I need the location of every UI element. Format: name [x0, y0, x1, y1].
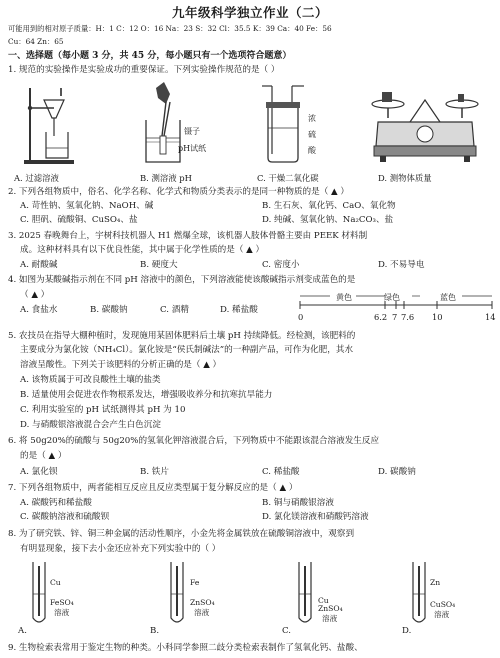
q5-option-a: A. 该物质属于可改良酸性土壤的盐类	[20, 375, 161, 385]
ph-paper-label: pH试纸	[178, 144, 207, 153]
q4-option-b: B. 碳酸钠	[90, 305, 128, 315]
q8-option-b: B.	[150, 626, 160, 636]
page-title: 九年级科学独立作业（二）	[171, 5, 328, 20]
q8-option-a: A.	[18, 626, 27, 636]
tube-d-solution: CuSO₄	[430, 600, 456, 609]
q2-option-d: D. 纯碱、氢氧化钠、Na₂CO₃、盐	[262, 215, 394, 225]
ph-tick-7-6: 7.6	[401, 312, 415, 322]
q9-stem: 9. 生物检索表常用于鉴定生物的种类。小科同学参照二歧分类检索表制作了氢氧化钙、盐酸、	[8, 643, 363, 653]
q7-option-c: C. 碳酸钠溶液和硫酸钡	[20, 512, 110, 522]
q7-option-b: B. 铜与硝酸银溶液	[262, 498, 334, 508]
q4-blank: （ ▲ ）	[20, 290, 50, 300]
q5-stem-line-2: 主要成分为氯化铵（NH₄Cl）。氯化铵是“侯氏制碱法”的一种副产品，可作为化肥，其水	[20, 345, 354, 355]
q5-stem-line-3: 溶液呈酸性。下列关于该肥料的分析正确的是（ ▲ ）	[20, 360, 222, 370]
q4-stem: 4. 如图为某酸碱指示剂在不同 pH 溶液中的颜色，下列溶液能使该酸碱指示剂变成蓝色的是	[8, 275, 356, 285]
tube-b-solution-word: 溶液	[194, 608, 210, 617]
q7-option-d: D. 氯化镁溶液和硝酸钙溶液	[262, 512, 369, 522]
q6-option-a: A. 氯化钡	[20, 467, 58, 477]
tube-c-metal: Cu	[318, 596, 329, 605]
scale-label-blue: 蓝色	[440, 293, 456, 302]
acid-label-3: 酸	[308, 146, 316, 155]
q6-option-b: B. 铁片	[140, 467, 169, 477]
tube-a-metal: Cu	[50, 578, 61, 587]
tube-a-solution-word: 溶液	[54, 608, 70, 617]
q4-option-c: C. 酒精	[160, 305, 189, 315]
q8-option-c: C.	[282, 626, 292, 636]
q1-option-b: B. 测溶液 pH	[140, 173, 192, 183]
q1-option-a: A. 过滤溶液	[14, 173, 59, 183]
ph-tick-6-2: 6.2	[374, 312, 388, 322]
q5-stem-line-1: 5. 农技员在指导大棚种植时，发现施用某固体肥料后土壤 pH 持续降低。经检测，该肥料的	[8, 331, 356, 341]
q8-stem-line-2: 有明显现象，接下去小金还应补充下列实验中的（ ）	[20, 544, 221, 554]
q5-option-c: C. 利用实验室的 pH 试纸测得其 pH 为 10	[20, 405, 186, 415]
q7-option-a: A. 碳酸钙和稀盐酸	[20, 498, 92, 508]
q3-option-a: A. 耐酸碱	[20, 260, 58, 270]
q1-stem: 1. 规范的实验操作是实验成功的重要保证。下列实验操作规范的是（ ）	[8, 65, 280, 75]
balance-scale-icon	[370, 86, 480, 168]
test-tube-b-icon	[168, 560, 186, 628]
q2-option-c: C. 胆矾、硫酸铜、CuSO₄、盐	[20, 215, 138, 225]
scale-label-yellow: 黄色	[336, 293, 352, 302]
scale-label-green: 绿色	[384, 293, 400, 302]
q5-option-d: D. 与硝酸银溶液混合会产生白色沉淀	[20, 420, 161, 430]
ph-tick-10: 10	[432, 312, 443, 322]
tube-a-solution: FeSO₄	[50, 598, 74, 607]
test-tube-c-icon	[296, 560, 314, 628]
q3-stem-line-2: 成。这种材料具有以下优良性能，其中属于化学性质的是（ ▲ ）	[20, 245, 265, 255]
ph-tick-14: 14	[485, 312, 496, 322]
tube-c-solution-word: 溶液	[322, 614, 338, 623]
tweezers-label: 镊子	[184, 127, 200, 136]
test-tube-d-icon	[410, 560, 428, 628]
test-tube-a-icon	[30, 560, 48, 628]
atomic-mass-line-1: 可能用到的相对原子质量：H：1 C：12 O：16 Na：23 S：32 Cl：35.5 K：39 Ca：40 Fe：56	[8, 24, 332, 33]
q1-option-d: D. 测物体质量	[378, 173, 432, 183]
q8-stem-line-1: 8. 为了研究铁、锌、铜三种金属的活动性顺序，小金先将金属铁放在硫酸铜溶液中，观察到	[8, 529, 355, 539]
q2-option-b: B. 生石灰、氧化钙、CaO、氧化物	[262, 201, 396, 211]
q2-stem: 2. 下列各组物质中，俗名、化学名称、化学式和物质分类表示的是同一种物质的是（ ▲ ）	[8, 187, 349, 197]
ph-tick-0: 0	[298, 312, 304, 322]
q7-stem: 7. 下列各组物质中，两者能相互反应且反应类型属于复分解反应的是（ ▲ ）	[8, 483, 298, 493]
q2-option-a: A. 苛性钠、氢氧化钠、NaOH、碱	[20, 201, 154, 211]
tube-d-metal: Zn	[430, 578, 441, 587]
q5-option-b: B. 适量使用会促进农作物根系发达，增强吸收养分和抗寒抗旱能力	[20, 390, 273, 400]
q6-option-d: D. 碳酸钠	[378, 467, 416, 477]
tube-b-metal: Fe	[190, 578, 200, 587]
q3-stem-line-1: 3. 2025 春晚舞台上，宇树科技机器人 H1 燃爆全球，该机器人肢体骨骼主要由 PEEK 材料制	[8, 231, 368, 241]
q1-option-c: C. 干燥二氧化碳	[257, 173, 319, 183]
q6-stem-line-1: 6. 将 50g20%的硫酸与 50g20%的氢氧化钾溶液混合后，下列物质中不能跟该混合溶液发生反应	[8, 436, 380, 446]
tube-c-solution: ZnSO₄	[318, 604, 343, 613]
tube-d-solution-word: 溶液	[434, 610, 450, 619]
gas-drying-bottle-icon	[258, 84, 310, 166]
q3-option-b: B. 硬度大	[140, 260, 178, 270]
q3-option-d: D. 不易导电	[378, 260, 425, 270]
q8-option-d: D.	[402, 626, 412, 636]
q4-option-d: D. 稀盐酸	[220, 305, 258, 315]
filtration-apparatus-icon	[20, 82, 80, 166]
q4-option-a: A. 食盐水	[20, 305, 58, 315]
q6-option-c: C. 稀盐酸	[262, 467, 300, 477]
q3-option-c: C. 密度小	[262, 260, 300, 270]
acid-label-2: 硫	[308, 130, 316, 139]
tube-b-solution: ZnSO₄	[190, 598, 215, 607]
acid-label-1: 浓	[308, 114, 316, 123]
atomic-mass-line-2: Cu：64 Zn：65	[8, 37, 64, 46]
section-heading: 一、选择题（每小题 3 分，共 45 分，每小题只有一个选项符合题意）	[8, 51, 292, 61]
ph-tick-7: 7	[392, 312, 398, 322]
q6-stem-line-2: 的是（ ▲ ）	[20, 451, 67, 461]
